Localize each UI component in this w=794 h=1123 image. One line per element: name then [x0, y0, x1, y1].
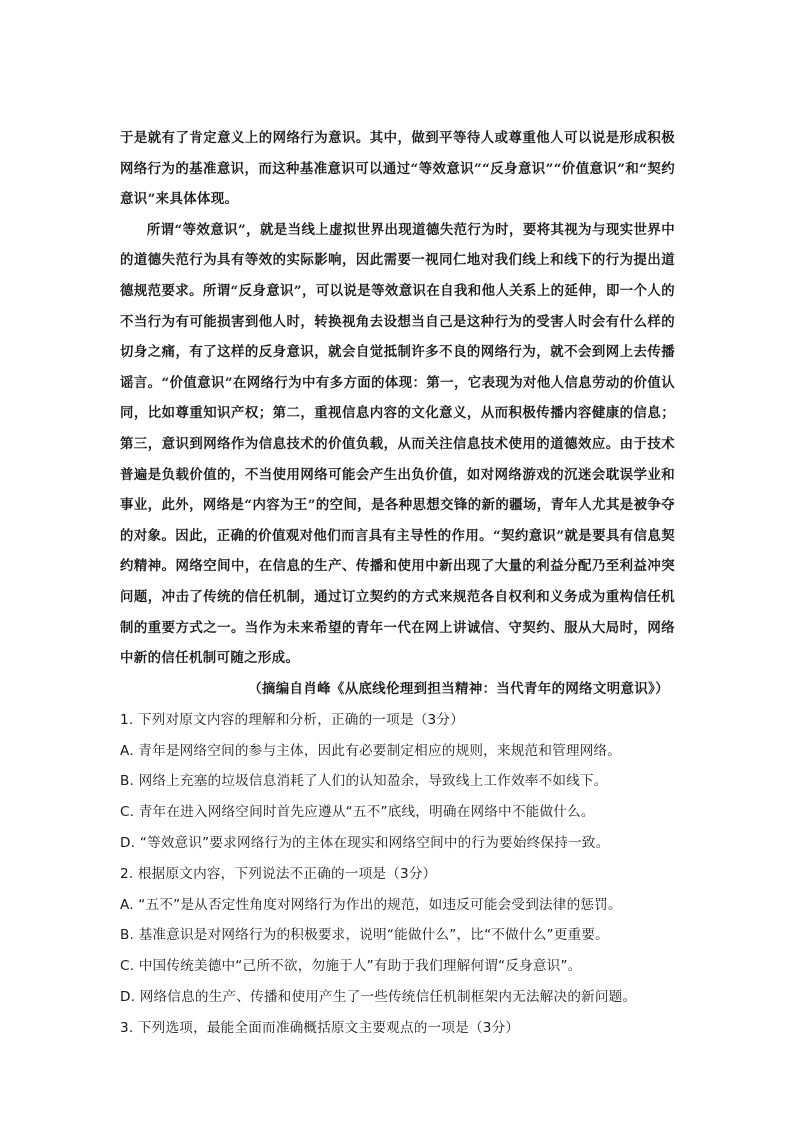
article-source: （摘编自肖峰《从底线伦理到担当精神：当代青年的网络文明意识》）	[248, 680, 669, 697]
article-paragraph-1: 于是就有了肯定意义上的网络行为意识。其中，做到平等待人或尊重他人可以说是形成积极网络行为的基准意识，而这种基准意识可以通过“等效意识”“反身意识”“价值意识”和“契约意识”来具体体现。	[120, 130, 675, 208]
question-2-option-a: A. “五不”是从否定性角度对网络行为作出的规范，如违反可能会受到法律的惩罚。	[120, 896, 622, 913]
question-3-title: 3. 下列选项，最能全面而准确概括原文主要观点的一项是（3分）	[120, 1020, 520, 1037]
question-1-option-d: D. “等效意识”要求网络行为的主体在现实和网络空间中的行为要始终保持一致。	[120, 834, 610, 851]
article-paragraph-2: 所谓“等效意识”，就是当线上虚拟世界出现道德失范行为时，要将其视为与现实世界中的道德失范行为具有等效的实际影响，因此需要一视同仁地对我们线上和线下的行为提出道德规范要求。所谓“反身意识”，可以说是等效意识在自我和他人关系上的延伸，即一个人的不当行为有可能损害到他人时，转换视角去设想当自己是这种行为的受害人时会有什么样的切身之痛，有了这样的反身意识，就会自觉抵制许多不良的网络行为，就不会到网上去传播谣言。“价值意识”在网络行为中有多方面的体现：第一，它表现为对他人信息劳动的价值认同，比如尊重知识产权；第二，重视信息内容的文化意义，从而积极传播内容健康的信息；第三，意识到网络作为信息技术的价值负载，从而关注信息技术使用的道德效应。由于技术普遍是负载价值的，不当使用网络可能会产生出负价值，如对网络游戏的沉迷会耽误学业和事业，此外，网络是“内容为王”的空间，是各种思想交锋的新的疆场，青年人尤其是被争夺的对象。因此，正确的价值观对他们而言具有主导性的作用。“契约意识”就是要具有信息契约精神。网络空间中，在信息的生产、传播和使用中新出现了大量的利益分配乃至利益冲突问题，冲击了传统的信任机制，通过订立契约的方式来规范各自权利和义务成为重构信任机制的重要方式之一。当作为未来希望的青年一代在网上讲诚信、守契约、服从大局时，网络中新的信任机制可随之形成。	[120, 221, 675, 667]
question-3	[120, 1013, 675, 1044]
document-page	[120, 123, 675, 1044]
question-2-option-d: D. 网络信息的生产、传播和使用产生了一些传统信任机制框架内无法解决的新问题。	[120, 988, 637, 1005]
question-1-option-a: A. 青年是网络空间的参与主体，因此有必要制定相应的规则，来规范和管理网络。	[120, 742, 622, 759]
question-2-title: 2. 根据原文内容，下列说法不正确的一项是（3分）	[120, 866, 437, 883]
question-1-option-b: B. 网络上充塞的垃圾信息消耗了人们的认知盈余，导致线上工作效率不如线下。	[120, 773, 608, 790]
question-2	[120, 859, 675, 1012]
question-1-title: 1. 下列对原文内容的理解和分析，正确的一项是（3分）	[120, 712, 464, 729]
question-1	[120, 705, 675, 858]
question-2-option-b: B. 基准意识是对网络行为的积极要求，说明“能做什么”，比“不做什么”更重要。	[120, 927, 609, 944]
question-1-option-c: C. 青年在进入网络空间时首先应遵从“五不”底线，明确在网络中不能做什么。	[120, 804, 595, 821]
question-2-option-c: C. 中国传统美德中“己所不欲，勿施于人”有助于我们理解何谓“反身意识”。	[120, 958, 582, 975]
article-body	[120, 123, 675, 704]
